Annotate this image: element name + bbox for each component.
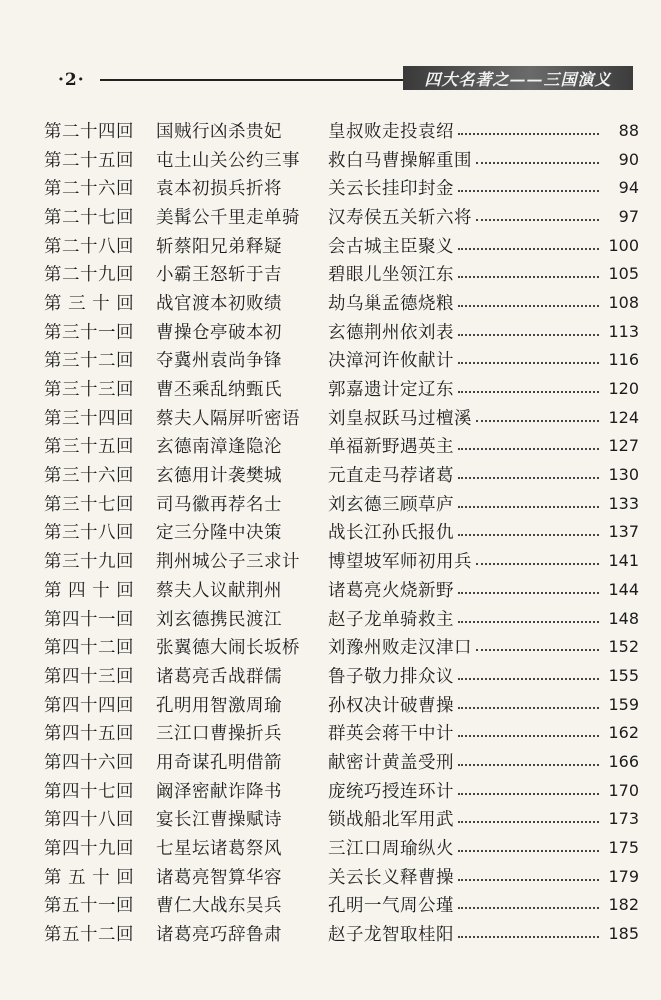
chapter-title-second: 会古城主臣聚义 [328,236,454,257]
table-of-contents [44,116,639,948]
chapter-title-second: 博望坡军师初用兵 [328,552,472,573]
chapter-title-second: 郭嘉遗计定辽东 [328,380,454,401]
toc-row [44,432,639,461]
chapter-title-second: 赵子龙智取桂阳 [328,925,454,946]
dot-leader [458,906,599,909]
toc-row [44,518,639,547]
page-ref: 137 [608,522,639,542]
chapter-title-first: 国贼行凶杀贵妃 [156,121,282,142]
toc-row [44,374,639,403]
dot-leader [458,820,599,823]
chapter-title-first: 用奇谋孔明借箭 [156,752,282,773]
chapter-title-first: 蔡夫人隔屏听密语 [156,408,300,429]
page-ref: 90 [618,149,639,169]
chapter-number: 第二十五回 [44,150,134,171]
dot-leader [476,161,599,164]
chapter-title-second: 赵子龙单骑救主 [328,609,454,630]
toc-row [44,891,639,920]
chapter-title-second: 汉寿侯五关斩六将 [328,207,472,228]
toc-row [44,776,639,805]
chapter-title-second: 献密计黄盖受刑 [328,752,454,773]
chapter-title-first: 荆州城公子三求计 [156,552,300,573]
chapter-title-first: 曹仁大战东吴兵 [156,896,282,917]
chapter-title-first: 孔明用智激周瑜 [156,695,282,716]
toc-row [44,202,639,231]
page-ref: 179 [608,866,639,886]
chapter-number: 第四十八回 [44,810,134,831]
toc-row [44,546,639,575]
page-ref: 130 [608,465,639,485]
chapter-title-second: 战长江孙氏报仇 [328,523,454,544]
chapter-title-first: 刘玄德携民渡江 [156,609,282,630]
chapter-title-second: 劫乌巢孟德烧粮 [328,293,454,314]
chapter-title-first: 诸葛亮舌战群儒 [156,666,282,687]
chapter-title-first: 曹丕乘乱纳甄氏 [156,380,282,401]
chapter-title-second: 刘豫州败走汉津口 [328,638,472,659]
dot-leader [458,247,599,250]
chapter-number: 第四十四回 [44,695,134,716]
toc-row [44,173,639,202]
chapter-number: 第 四 十 回 [44,580,135,601]
toc-row [44,919,639,948]
page-ref: 175 [608,838,639,858]
chapter-number: 第二十七回 [44,207,134,228]
chapter-title-second: 诸葛亮火烧新野 [328,580,454,601]
dot-leader [476,419,599,422]
page-ref: 148 [608,608,639,628]
page-ref: 94 [618,178,639,198]
toc-row [44,288,639,317]
chapter-number: 第三十五回 [44,437,134,458]
book-title: 四大名著之——三国演义 [424,69,612,89]
toc-row [44,346,639,375]
page-ref: 113 [608,321,639,341]
page-ref: 88 [618,120,639,140]
chapter-number: 第四十九回 [44,839,134,860]
dot-leader [458,763,599,766]
chapter-title-second: 救白马曹操解重围 [328,150,472,171]
chapter-number: 第四十二回 [44,638,134,659]
toc-row [44,661,639,690]
chapter-number: 第二十八回 [44,236,134,257]
chapter-number: 第五十一回 [44,896,134,917]
chapter-title-second: 皇叔败走投袁绍 [328,121,454,142]
chapter-title-first: 张翼德大闹长坂桥 [156,638,300,659]
dot-leader [458,189,599,192]
chapter-number: 第四十六回 [44,752,134,773]
page-number: ·2· [58,70,85,90]
dot-leader [458,706,599,709]
chapter-number: 第四十五回 [44,724,134,745]
page-ref: 155 [608,665,639,685]
dot-leader [458,447,599,450]
dot-leader [458,304,599,307]
dot-leader [458,734,599,737]
chapter-title-first: 诸葛亮巧辞鲁肃 [156,925,282,946]
chapter-title-first: 战官渡本初败绩 [156,293,282,314]
chapter-number: 第四十三回 [44,666,134,687]
toc-row [44,604,639,633]
chapter-title-first: 曹操仓亭破本初 [156,322,282,343]
toc-row [44,718,639,747]
dot-leader [476,648,599,651]
chapter-title-first: 阚泽密献诈降书 [156,781,282,802]
chapter-title-second: 锁战船北军用武 [328,810,454,831]
chapter-title-first: 斩蔡阳兄弟释疑 [156,236,282,257]
chapter-title-second: 群英会蒋干中计 [328,724,454,745]
toc-row [44,690,639,719]
toc-row [44,403,639,432]
chapter-title-second: 孔明一气周公瑾 [328,896,454,917]
dot-leader [458,849,599,852]
chapter-title-first: 司马徽再荐名士 [156,494,282,515]
chapter-title-first: 玄德南漳逢隐沦 [156,437,282,458]
dot-leader [476,562,599,565]
chapter-title-second: 关云长义释曹操 [328,867,454,888]
chapter-title-second: 单福新野遇英主 [328,437,454,458]
chapter-number: 第三十七回 [44,494,134,515]
toc-row [44,317,639,346]
toc-row [44,862,639,891]
page-ref: 127 [608,436,639,456]
chapter-number: 第三十一回 [44,322,134,343]
dot-leader [458,390,599,393]
chapter-title-second: 三江口周瑜纵火 [328,839,454,860]
page-ref: 116 [608,350,639,370]
dot-leader [458,361,599,364]
chapter-title-first: 蔡夫人议献荆州 [156,580,282,601]
dot-leader [458,878,599,881]
chapter-number: 第二十六回 [44,179,134,200]
chapter-number: 第四十一回 [44,609,134,630]
dot-leader [458,476,599,479]
toc-row [44,116,639,145]
chapter-title-first: 定三分隆中决策 [156,523,282,544]
chapter-title-first: 袁本初损兵折将 [156,179,282,200]
page-ref: 105 [608,264,639,284]
dot-leader [458,591,599,594]
chapter-title-second: 刘皇叔跃马过檀溪 [328,408,472,429]
chapter-number: 第三十九回 [44,552,134,573]
dot-leader [458,275,599,278]
book-title-banner [403,66,633,90]
page-ref: 152 [608,637,639,657]
dot-leader [458,677,599,680]
dot-leader [458,533,599,536]
page-ref: 182 [608,895,639,915]
chapter-title-first: 三江口曹操折兵 [156,724,282,745]
page-ref: 120 [608,379,639,399]
chapter-number: 第二十四回 [44,121,134,142]
chapter-title-second: 决漳河许攸献计 [328,351,454,372]
page-ref: 97 [618,206,639,226]
chapter-title-first: 屯土山关公约三事 [156,150,300,171]
page-ref: 185 [608,924,639,944]
toc-row [44,259,639,288]
chapter-number: 第三十八回 [44,523,134,544]
chapter-number: 第三十三回 [44,380,134,401]
dot-leader [458,792,599,795]
chapter-title-first: 夺冀州袁尚争锋 [156,351,282,372]
chapter-title-second: 玄德荆州依刘表 [328,322,454,343]
page-ref: 166 [608,751,639,771]
chapter-title-second: 碧眼儿坐领江东 [328,265,454,286]
chapter-number: 第三十二回 [44,351,134,372]
chapter-title-first: 玄德用计袭樊城 [156,466,282,487]
toc-row [44,805,639,834]
dot-leader [476,218,599,221]
dot-leader [458,333,599,336]
toc-row [44,231,639,260]
toc-row [44,632,639,661]
chapter-number: 第 三 十 回 [44,293,135,314]
chapter-number: 第三十四回 [44,408,134,429]
toc-row [44,833,639,862]
chapter-title-first: 小霸王怒斩于吉 [156,265,282,286]
toc-row [44,489,639,518]
page-ref: 144 [608,579,639,599]
page-ref: 159 [608,694,639,714]
dot-leader [458,935,599,938]
page-ref: 100 [608,235,639,255]
chapter-title-second: 鲁子敬力排众议 [328,666,454,687]
page-ref: 173 [608,809,639,829]
chapter-number: 第二十九回 [44,265,134,286]
dot-leader [458,132,599,135]
chapter-title-first: 诸葛亮智算华容 [156,867,282,888]
toc-row [44,747,639,776]
chapter-title-second: 元直走马荐诸葛 [328,466,454,487]
chapter-title-second: 庞统巧授连环计 [328,781,454,802]
chapter-title-first: 宴长江曹操赋诗 [156,810,282,831]
dot-leader [458,505,599,508]
page-ref: 141 [608,551,639,571]
chapter-number: 第四十七回 [44,781,134,802]
page-ref: 133 [608,493,639,513]
chapter-title-second: 关云长挂印封金 [328,179,454,200]
page-ref: 162 [608,723,639,743]
page-ref: 170 [608,780,639,800]
dot-leader [458,620,599,623]
chapter-number: 第 五 十 回 [44,867,135,888]
chapter-title-second: 刘玄德三顾草庐 [328,494,454,515]
page-ref: 124 [608,407,639,427]
toc-row [44,460,639,489]
chapter-title-first: 美髯公千里走单骑 [156,207,300,228]
chapter-number: 第五十二回 [44,925,134,946]
chapter-number: 第三十六回 [44,466,134,487]
toc-row [44,575,639,604]
chapter-title-first: 七星坛诸葛祭风 [156,839,282,860]
page-ref: 108 [608,292,639,312]
toc-row [44,145,639,174]
chapter-title-second: 孙权决计破曹操 [328,695,454,716]
